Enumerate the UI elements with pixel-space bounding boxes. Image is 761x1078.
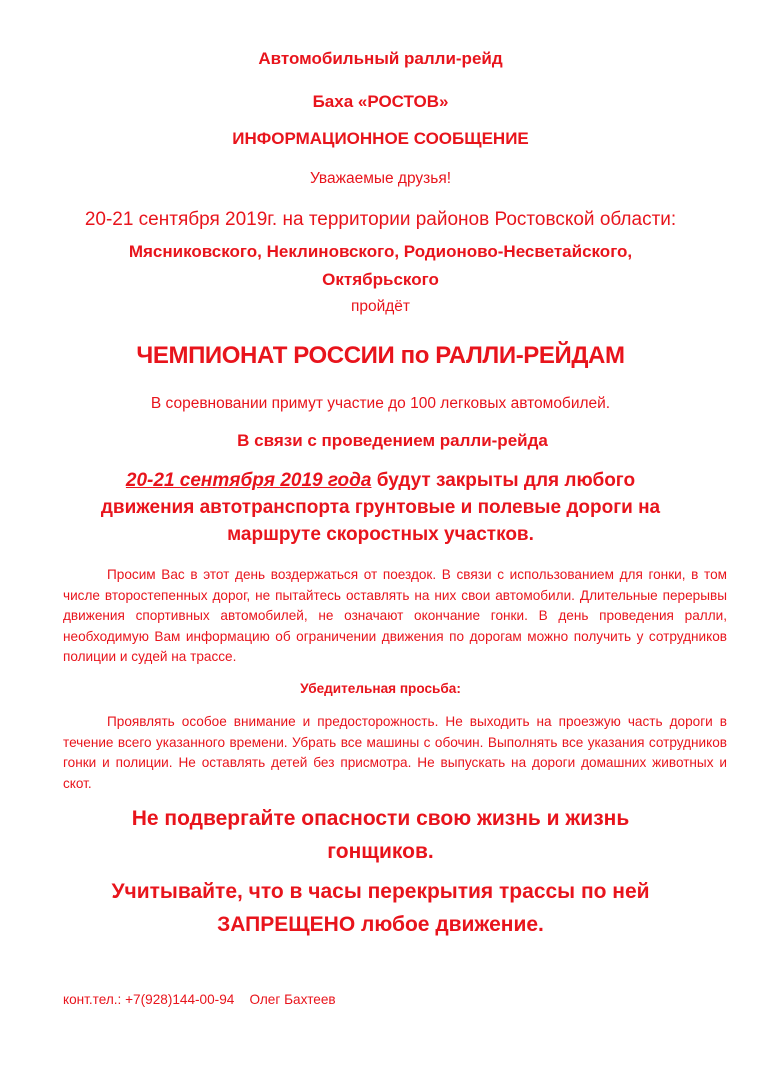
event-title: ЧЕМПИОНАТ РОССИИ по РАЛЛИ-РЕЙДАМ — [136, 342, 625, 369]
contact-info — [63, 992, 336, 1007]
header-title: Автомобильный ралли-рейд — [258, 49, 503, 68]
closure-line2: движения автотранспорта грунтовые и полевые дороги на — [100, 497, 661, 518]
warning-line1: Не подвергайте опасности свою жизнь и жизнь — [131, 807, 630, 830]
header-message-type: ИНФОРМАЦИОННОЕ СООБЩЕНИЕ — [232, 129, 529, 148]
prohibition-line2 — [0, 913, 761, 937]
contact-phone: конт.тел.: +7(928)144-00-94 — [63, 992, 235, 1007]
intro-will-take-place: пройдёт — [350, 298, 411, 315]
prohibition-emphasis: ЗАПРЕЩЕНО — [217, 913, 356, 936]
closure-line3: маршруте скоростных участков. — [227, 524, 534, 545]
closure-line1 — [0, 470, 761, 492]
request-title: Убедительная просьба: — [300, 681, 461, 696]
closure-date: 20-21 сентября 2019 года — [125, 470, 372, 491]
header-event-name: Баха «РОСТОВ» — [312, 92, 449, 111]
notice-text: В связи с проведением ралли-рейда — [237, 431, 548, 450]
intro-dates: 20-21 сентября 2019г. на территории районов Ростовской области: — [84, 209, 677, 230]
intro-district-last: Октябрьского — [322, 270, 439, 289]
greeting: Уважаемые друзья! — [309, 170, 452, 187]
intro-districts: Мясниковского, Неклиновского, Родионово-Несветайского, — [128, 242, 633, 261]
contact-name: Олег Бахтеев — [249, 992, 336, 1007]
paragraph-request-avoid-travel: Просим Вас в этот день воздержаться от поездок. В связи с использованием для гонки, в том числе второстепенных дорог, не пытайтесь оставлять на них свои автомобили. Длительные перерывы движения спортивных автомобилей, не означают окончание гонки. В день проведения ралли, необходимую Вам информацию об ограничении движения по дорогам можно получить у сотрудников полиции и судей на трассе. — [63, 567, 727, 664]
prohibition-line1: Учитывайте, что в часы перекрытия трассы по ней — [111, 880, 650, 903]
participants-text: В соревновании примут участие до 100 легковых автомобилей. — [150, 395, 611, 412]
warning-line2: гонщиков. — [327, 840, 434, 863]
closure-line1-rest: будут закрыты для любого — [371, 470, 636, 491]
prohibition-line2-rest: любое движение. — [355, 913, 544, 936]
paragraph-safety-instructions: Проявлять особое внимание и предосторожность. Не выходить на проезжую часть дороги в течение всего указанного времени. Убрать все машины с обочин. Выполнять все указания сотрудников гонки и полиции. Не оставлять детей без присмотра. Не выпускать на дороги домашних животных и скот. — [63, 714, 727, 791]
